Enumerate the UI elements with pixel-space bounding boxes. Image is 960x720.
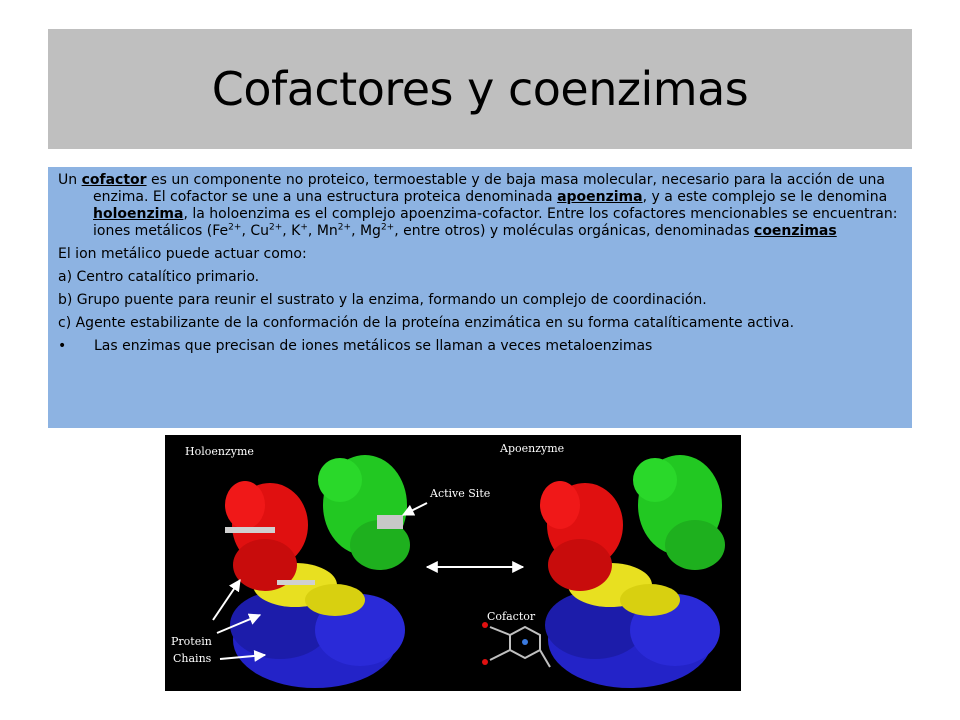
title-band [48,29,912,149]
active-site-label: Active Site [430,487,491,500]
holoenzima-link[interactable]: holoenzima [93,206,184,222]
role-c: c) Agente estabilizante de la conformación de la proteína enzimática en su forma catalíticamente activa. [58,315,795,331]
cofactor-label: Cofactor [487,610,536,623]
enzyme-diagram [165,435,741,691]
enzyme-figure [165,435,741,691]
definition-paragraph: Un cofactor es un componente no proteico, termoestable y de baja masa molecular, necesario para la acción de una enzima. El cofactor se une a una estructura proteica denominada apoenzima, y a este complejo se le denomina holoenzima, la holoenzima es el complejo apoenzima-cofactor. Entre los cofactores mencionables se encuentran: iones metálicos ($Fe^{2+}$, $Cu^{2+}$, K+, $Mn^{2+}$, $Mg^{2+}$, entre otros) y moléculas orgánicas, denominadas coenzimas [58,172,898,239]
bullet-icon: • [58,338,67,354]
metal-ion-intro: El ion metálico puede actuar como: [58,246,307,262]
cofactor-link[interactable]: cofactor [81,172,147,188]
content-box [48,167,912,428]
apoenzima-link[interactable]: apoenzima [557,189,643,205]
apoenzyme-label: Apoenzyme [500,442,565,455]
apoenzyme-structure [540,455,725,688]
slide-title: Cofactores y coenzimas [211,62,749,116]
protein-label: Protein [171,635,212,648]
role-b: b) Grupo puente para reunir el sustrato y la enzima, formando un complejo de coordinación. [58,292,707,308]
holoenzyme-structure [225,455,410,688]
holoenzyme-label: Holoenzyme [185,445,254,458]
bullet-text: Las enzimas que precisan de iones metálicos se llaman a veces metaloenzimas [94,338,653,354]
coenzimas-link[interactable]: coenzimas [754,223,837,239]
chains-label: Chains [173,652,212,665]
role-a: a) Centro catalítico primario. [58,269,260,285]
bullet-item [58,338,902,355]
cofactor-molecule [482,622,550,667]
